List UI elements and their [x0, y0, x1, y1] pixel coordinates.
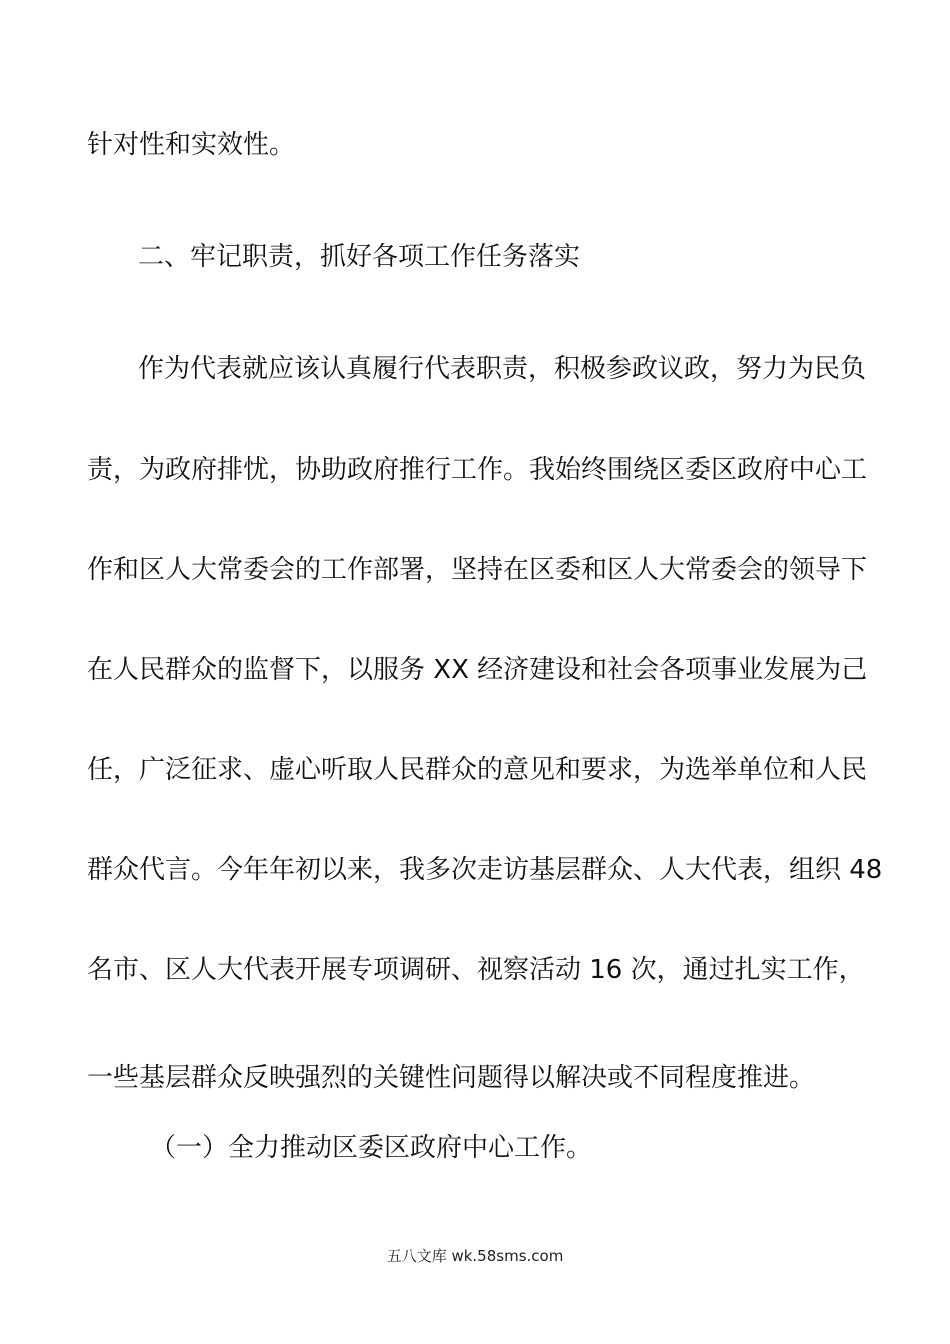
paragraph-line: 作为代表就应该认真履行代表职责，积极参政议政，努力为民负	[138, 354, 867, 384]
paragraph-line: 作和区人大常委会的工作部署，坚持在区委和区人大常委会的领导下	[87, 555, 868, 585]
subsection-heading: （一）全力推动区委区政府中心工作。	[150, 1133, 593, 1163]
paragraph-line: 任，广泛征求、虚心听取人民群众的意见和要求，为选举单位和人民	[87, 755, 868, 785]
page-footer-watermark: 五八文库 wk.58sms.com	[386, 1247, 564, 1265]
paragraph-line: 群众代言。今年年初以来，我多次走访基层群众、人大代表，组织 48	[87, 855, 883, 885]
section-heading: 二、牢记职责，抓好各项工作任务落实	[138, 242, 581, 272]
paragraph-line-last: 一些基层群众反映强烈的关键性问题得以解决或不同程度推进。	[87, 1063, 816, 1093]
paragraph-line: 在人民群众的监督下，以服务 XX 经济建设和社会各项事业发展为己	[87, 655, 868, 685]
paragraph-line: 名市、区人大代表开展专项调研、视察活动 16 次，通过扎实工作，	[87, 955, 865, 985]
paragraph-line: 责，为政府排忧，协助政府推行工作。我始终围绕区委区政府中心工	[87, 455, 868, 485]
paragraph-line-continuation: 针对性和实效性。	[87, 130, 296, 160]
